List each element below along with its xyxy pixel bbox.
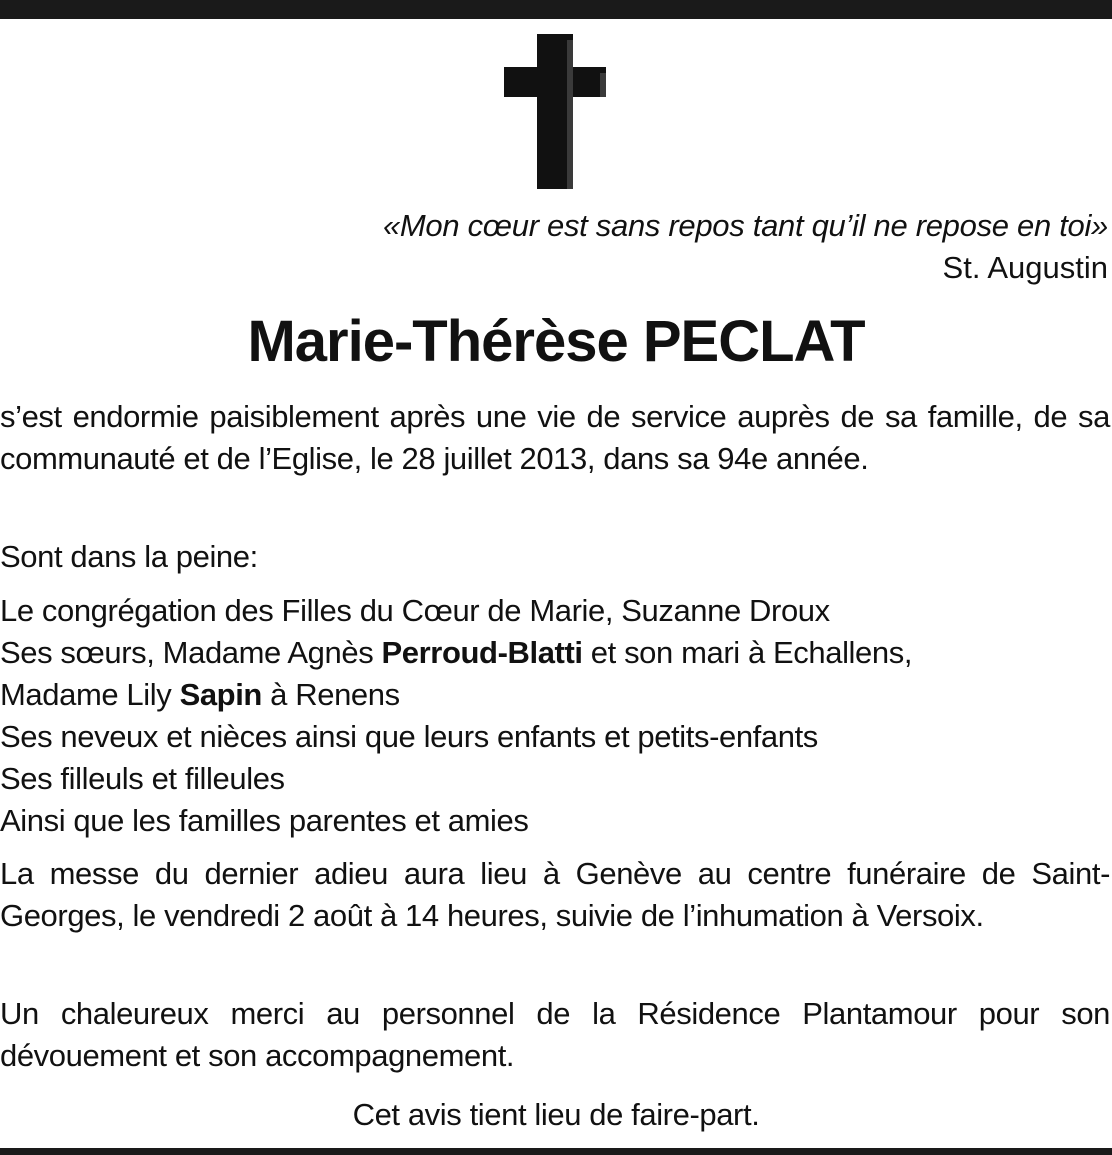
mourner-line: Ses neveux et nièces ainsi que leurs enfants et petits-enfants — [0, 719, 818, 754]
closing-note: Cet avis tient lieu de faire-part. — [352, 1097, 760, 1132]
top-border — [0, 0, 1112, 19]
mourner-text: et son mari à Echallens, — [582, 635, 913, 670]
funeral-info-paragraph: La messe du dernier adieu aura lieu à Genève au centre funéraire de Saint-Georges, le vendredi 2 août à 14 heures, suivie de l’inhumation à Versoix. — [0, 856, 1110, 933]
mourner-line — [0, 632, 1110, 674]
mourner-text: Madame Lily — [0, 677, 180, 712]
mourner-text: à Renens — [261, 677, 400, 712]
mourner-line: Ainsi que les familles parentes et amies — [0, 803, 529, 838]
announcement-paragraph: s’est endormie paisiblement après une vie de service auprès de sa famille, de sa communauté et de l’Eglise, le 28 juillet 2013, dans sa 94e année. — [0, 399, 1110, 476]
mourner-surname: Sapin — [179, 677, 262, 712]
mourners-list — [0, 590, 1110, 842]
thanks-paragraph: Un chaleureux merci au personnel de la Résidence Plantamour pour son dévouement et son accompagnement. — [0, 996, 1110, 1073]
deceased-name: Marie-Thérèse PECLAT — [247, 309, 865, 374]
mourner-line: Ses filleuls et filleules — [0, 761, 285, 796]
epigraph-author: St. Augustin — [942, 250, 1108, 285]
mourner-text: Ses sœurs, Madame Agnès — [0, 635, 382, 670]
bottom-border — [0, 1148, 1112, 1155]
epigraph-quote: «Mon cœur est sans repos tant qu’il ne repose en toi» — [382, 208, 1108, 243]
latin-cross-icon — [504, 34, 606, 189]
mourner-line: Le congrégation des Filles du Cœur de Marie, Suzanne Droux — [0, 593, 830, 628]
mourner-surname: Perroud-Blatti — [381, 635, 583, 670]
mourners-intro: Sont dans la peine: — [0, 539, 258, 574]
mourner-line — [0, 674, 1110, 716]
